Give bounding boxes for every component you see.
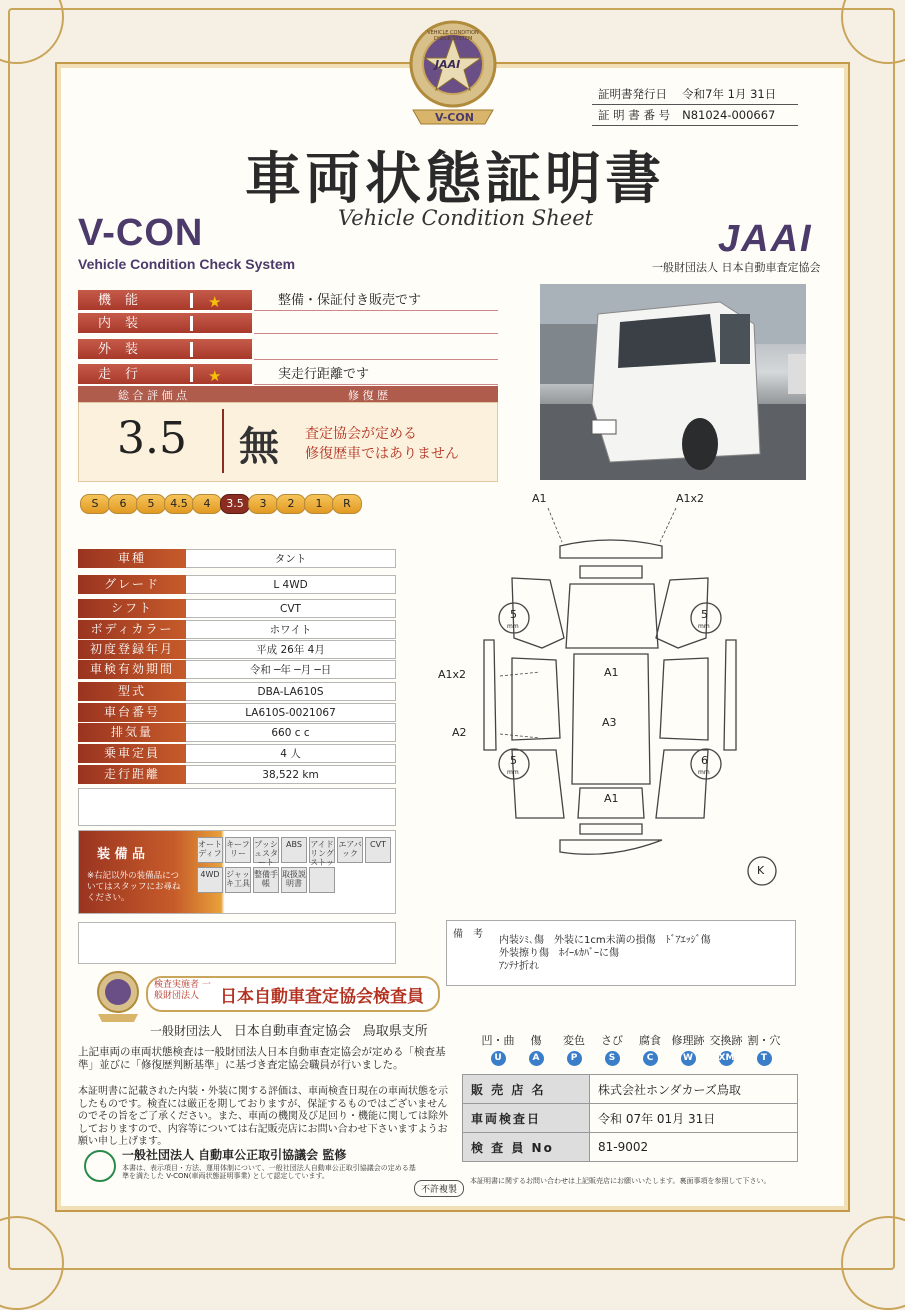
equipment-item: プッシュスタート <box>253 837 279 863</box>
legend-item <box>594 1032 630 1066</box>
evaluation-value <box>254 339 498 360</box>
tire-depth: 5 <box>510 608 517 621</box>
inspector-no-value: 81-9002 <box>590 1133 798 1162</box>
diagram-label: A2 <box>452 726 467 739</box>
legend-item <box>746 1032 782 1066</box>
dealer-value: 株式会社ホンダカーズ鳥取 <box>590 1075 798 1104</box>
equipment-item: ジャッキ工具 <box>225 867 251 893</box>
vehicle-photo <box>540 284 806 480</box>
remarks-label: 備 考 <box>453 929 483 940</box>
issue-date-label: 証明書発行日 <box>592 84 676 105</box>
spec-label: ボディカラー <box>78 620 186 639</box>
grade-item: S <box>80 494 110 514</box>
legend-code: U <box>491 1051 506 1066</box>
equipment-item: 取扱説明書 <box>281 867 307 893</box>
inspector-org-name: 日本自動車査定協会 <box>233 1024 351 1039</box>
repair-history-value: 無 <box>239 423 279 470</box>
equipment-item: エアバック <box>337 837 363 863</box>
blank-field <box>78 788 396 826</box>
dealer-footnote: 本証明書に関するお問い合わせは上記販売店にお願いいたします。裏面事項を参照して下さい。 <box>470 1177 771 1185</box>
fair-trade-logo <box>84 1150 116 1182</box>
inspector-badge-title: 日本自動車査定協会検査員 <box>220 987 424 1007</box>
damage-legend <box>480 1032 800 1068</box>
legend-label: 腐食 <box>639 1034 661 1047</box>
equipment-item <box>309 867 335 893</box>
spec-value: DBA-LA610S <box>186 682 396 701</box>
spec-label: 車検有効期間 <box>78 660 186 679</box>
no-copy-stamp: 不許複製 <box>414 1180 464 1197</box>
spec-label: 走行距離 <box>78 765 186 784</box>
spec-row <box>78 723 396 743</box>
diagram-label: A1 <box>604 792 619 805</box>
equipment-box <box>78 830 396 914</box>
grade-item: 4 <box>192 494 222 514</box>
overall-score: 3.5 <box>117 413 187 464</box>
spec-value: 660 c c <box>186 723 396 742</box>
diagram-label: A1x2 <box>438 668 467 681</box>
spec-label: 乗車定員 <box>78 744 186 763</box>
evaluation-value: 実走行距離です <box>254 364 498 385</box>
spec-row <box>78 765 396 785</box>
legend-label: さび <box>601 1034 623 1047</box>
legend-item <box>708 1032 744 1066</box>
star-icon: ★ <box>208 367 222 385</box>
inspector-badge <box>146 976 440 1012</box>
spec-row <box>78 703 396 723</box>
jaai-seal <box>405 18 501 128</box>
repair-note-line2: 修復歴車ではありません <box>305 446 459 462</box>
grade-item: R <box>332 494 362 514</box>
evaluation-label: 内装 <box>78 313 252 334</box>
tire-unit: mm <box>507 623 519 630</box>
grade-item: 5 <box>136 494 166 514</box>
spec-value: 4 人 <box>186 744 396 763</box>
seal-banner: V-CON <box>435 111 474 124</box>
spec-row <box>78 744 396 764</box>
tire-depth: 5 <box>510 754 517 767</box>
inspection-date-value: 令和 07年 01月 31日 <box>590 1104 798 1133</box>
spec-value: L 4WD <box>186 575 396 594</box>
diagram-label: A1x2 <box>676 492 705 505</box>
grade-item: 6 <box>108 494 138 514</box>
certificate-info <box>592 84 798 126</box>
evaluation-row <box>78 313 498 335</box>
equipment-label: 装 備 品 <box>97 847 146 862</box>
spec-label: 初度登録年月 <box>78 640 186 659</box>
repair-note-line1: 査定協会が定める <box>305 426 417 442</box>
spec-label: 型式 <box>78 682 186 701</box>
equipment-item: ABS <box>281 837 307 863</box>
spec-row <box>78 620 396 640</box>
legend-code: P <box>567 1051 582 1066</box>
grade-item: 4.5 <box>164 494 194 514</box>
spec-label: 車台番号 <box>78 703 186 722</box>
jaai-org-name: 一般財団法人 日本自動車査定協会 <box>652 261 821 274</box>
diagram-label: A3 <box>602 716 617 729</box>
blank-field <box>78 922 396 964</box>
inspection-statement: 上記車両の車両状態検査は一般財団法人日本自動車査定協会が定める「検査基準」並びに「修復歴判断基準」に基づき査定協会職員が行いました。 <box>78 1046 446 1071</box>
grade-item: 2 <box>276 494 306 514</box>
legend-item <box>480 1032 516 1066</box>
legend-label: 割・穴 <box>747 1034 781 1047</box>
spec-value: 令和 ─年 ─月 ─日 <box>186 660 396 679</box>
spec-row <box>78 682 396 702</box>
evaluation-row <box>78 339 498 361</box>
spec-value: CVT <box>186 599 396 618</box>
legend-item <box>556 1032 592 1066</box>
legend-code: XM <box>719 1051 734 1066</box>
fair-trade-text: 本書は、表示項目・方法、運用体制について、一般社団法人自動車公正取引協議会の定める基準を満たした V-CON(車両状態証明事業) として認定しています。 <box>122 1164 416 1180</box>
spec-row <box>78 640 396 660</box>
remarks-box <box>446 920 796 986</box>
equipment-note: ※右記以外の装備品についてはスタッフにお尋ねください。 <box>87 871 181 903</box>
equipment-item: CVT <box>365 837 391 863</box>
spec-value: LA610S-0021067 <box>186 703 396 722</box>
remarks-line: 内装ｼﾐ､傷 外装に1cm未満の損傷 ﾄﾞｱｴｯｼﾞ傷 <box>499 935 711 946</box>
evaluation-value: 整備・保証付き販売です <box>254 290 498 311</box>
vcon-subtitle: Vehicle Condition Check System <box>78 256 296 272</box>
inspector-badge-icon <box>92 968 144 1024</box>
legend-code: W <box>681 1051 696 1066</box>
evaluation-value <box>254 313 498 334</box>
dealer-label: 販 売 店 名 <box>463 1075 590 1104</box>
evaluation-row <box>78 290 498 312</box>
legend-label: 変色 <box>563 1034 585 1047</box>
steering-indicator: K <box>757 864 765 877</box>
remarks-line: ｱﾝﾃﾅ折れ <box>499 961 539 972</box>
spec-row <box>78 660 396 680</box>
legend-item <box>632 1032 668 1066</box>
spec-value: ホワイト <box>186 620 396 639</box>
spec-value: 平成 26年 4月 <box>186 640 396 659</box>
legend-item <box>518 1032 554 1066</box>
grade-scale <box>80 494 360 514</box>
page-title: 車両状態証明書 <box>245 146 665 212</box>
diagram-label: A1 <box>604 666 619 679</box>
spec-row <box>78 599 396 619</box>
seal-ring-text: VEHICLE CONDITION CHECK SYSTEM <box>427 30 479 42</box>
score-header-left: 総 合 評 価 点 <box>118 389 187 402</box>
equipment-item: キーフリー <box>225 837 251 863</box>
legend-code: S <box>605 1051 620 1066</box>
evaluation-label: 外装 <box>78 339 252 360</box>
remarks-line: 外装擦り傷 ﾎｲｰﾙｶﾊﾞｰに傷 <box>499 948 619 959</box>
score-box <box>78 402 498 482</box>
grade-item: 3 <box>248 494 278 514</box>
evaluation-row <box>78 364 498 386</box>
inspector-no-label: 検 査 員 No <box>463 1133 590 1162</box>
legend-label: 凹・曲 <box>481 1034 515 1047</box>
vcon-logo: V-CON <box>78 212 204 254</box>
evaluation-label: 機能 ★ <box>78 290 252 311</box>
grade-item: 1 <box>304 494 334 514</box>
fair-trade-title: 一般社団法人 自動車公正取引協議会 監修 <box>122 1148 347 1162</box>
star-icon: ★ <box>208 293 222 311</box>
tire-unit: mm <box>698 623 710 630</box>
legend-code: C <box>643 1051 658 1066</box>
page-subtitle: Vehicle Condition Sheet <box>338 206 594 230</box>
inspection-date-label: 車両検査日 <box>463 1104 590 1133</box>
legend-code: T <box>757 1051 772 1066</box>
legend-code: A <box>529 1051 544 1066</box>
dealer-info <box>462 1074 798 1162</box>
inspector-org <box>150 1020 428 1039</box>
spec-value: タント <box>186 549 396 568</box>
seal-text: JAAI <box>435 58 461 71</box>
diagram-label: A1 <box>532 492 547 505</box>
legend-item <box>670 1032 706 1066</box>
spec-row <box>78 549 396 569</box>
legend-label: 傷 <box>530 1034 542 1047</box>
issue-date-value: 令和7年 1月 31日 <box>676 84 798 105</box>
certificate-number-value: N81024-000667 <box>676 105 798 126</box>
spec-row <box>78 575 396 595</box>
spec-value: 38,522 km <box>186 765 396 784</box>
equipment-item: 4WD <box>197 867 223 893</box>
spec-label: 排気量 <box>78 723 186 742</box>
score-header-right: 修 復 歴 <box>348 389 388 402</box>
score-divider <box>222 409 224 473</box>
tire-depth: 5 <box>701 608 708 621</box>
legend-label: 修理跡 <box>671 1034 705 1047</box>
equipment-item: アイドリングストッ <box>309 837 335 863</box>
inspector-badge-small: 検査実施者 一般財団法人 <box>154 980 211 1001</box>
disclaimer: 本証明書に記載された内装・外装に関する評価は、車両検査日現在の車両状態を示したものです。検査には厳正を期しておりますが、保証するものではございませんのでその旨をご了承ください。また、車両の機関及び足回り・機能に関しては除外しておりますので、内容等については右記販売店にお問い合わせ下さいますようお願い申し上げます。 <box>78 1086 448 1147</box>
jaai-logo: JAAI <box>718 218 813 260</box>
tire-unit: mm <box>507 769 519 776</box>
grade-item: 3.5 <box>220 494 250 514</box>
evaluation-label: 走行 ★ <box>78 364 252 385</box>
legend-label: 交換跡 <box>709 1034 743 1047</box>
tire-unit: mm <box>698 769 710 776</box>
spec-label: グレード <box>78 575 186 594</box>
equipment-item: 整備手帳 <box>253 867 279 893</box>
inspector-branch: 鳥取県支所 <box>362 1024 428 1039</box>
score-header <box>78 386 498 402</box>
inspector-org-prefix: 一般財団法人 <box>150 1024 223 1038</box>
certificate-number-label: 証 明 書 番 号 <box>592 105 676 126</box>
spec-label: シフト <box>78 599 186 618</box>
damage-diagram <box>430 488 790 906</box>
spec-label: 車種 <box>78 549 186 568</box>
tire-depth: 6 <box>701 754 708 767</box>
equipment-item: オートディフ <box>197 837 223 863</box>
